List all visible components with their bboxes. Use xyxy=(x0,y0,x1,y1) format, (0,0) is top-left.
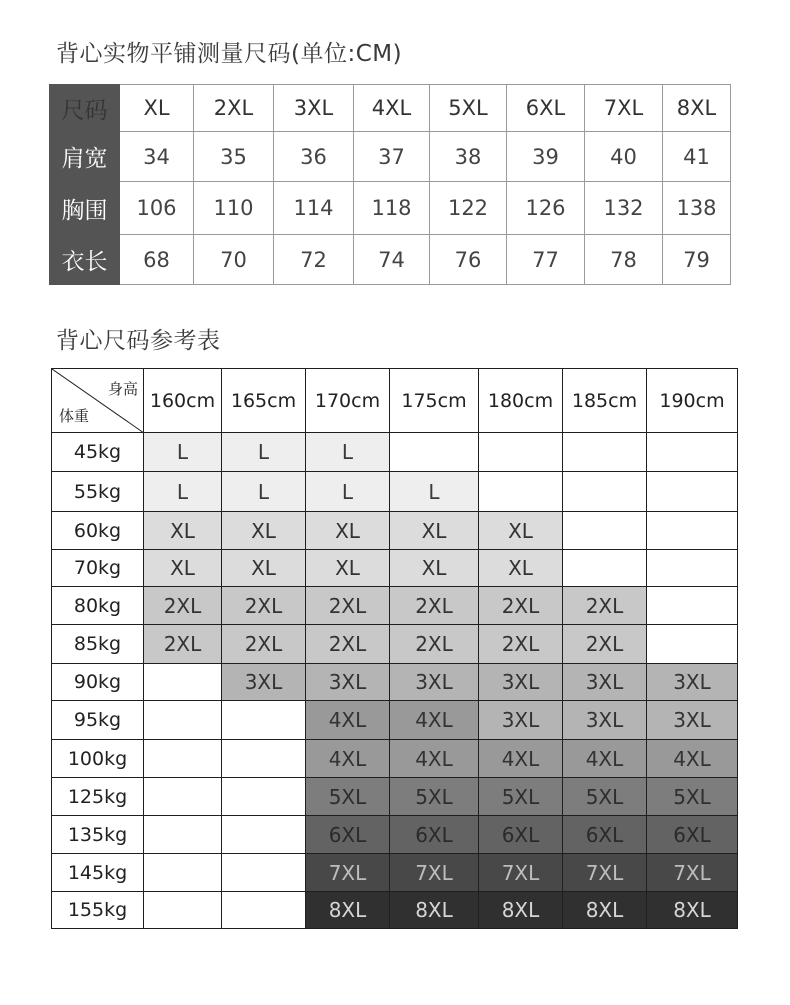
size-column-header: 3XL xyxy=(274,85,354,132)
empty-cell xyxy=(647,625,738,664)
empty-cell xyxy=(563,550,647,587)
weight-row xyxy=(52,550,738,587)
empty-cell xyxy=(144,816,222,854)
size-cell: 3XL xyxy=(306,664,390,701)
size-cell: 2XL xyxy=(222,625,306,664)
empty-cell xyxy=(144,740,222,778)
height-column-header: 165cm xyxy=(222,369,306,433)
size-cell: 5XL xyxy=(479,778,563,816)
measurement-value: 138 xyxy=(663,182,731,235)
size-cell: 7XL xyxy=(479,854,563,892)
empty-cell xyxy=(563,512,647,550)
empty-cell xyxy=(563,433,647,472)
measurement-value: 40 xyxy=(585,132,663,182)
height-header-row xyxy=(52,369,738,433)
empty-cell xyxy=(144,701,222,740)
weight-row xyxy=(52,854,738,892)
height-column-header: 185cm xyxy=(563,369,647,433)
size-cell: 3XL xyxy=(479,701,563,740)
measurement-row xyxy=(50,235,731,285)
empty-cell xyxy=(144,778,222,816)
size-cell: 2XL xyxy=(479,625,563,664)
weight-row xyxy=(52,892,738,929)
size-cell: 2XL xyxy=(563,587,647,625)
corner-cell xyxy=(52,369,144,433)
measurement-value: 106 xyxy=(120,182,194,235)
measurement-row xyxy=(50,182,731,235)
weight-label: 155kg xyxy=(52,892,144,929)
measurement-value: 78 xyxy=(585,235,663,285)
size-cell: 4XL xyxy=(563,740,647,778)
size-cell: 3XL xyxy=(479,664,563,701)
measurement-value: 35 xyxy=(194,132,274,182)
weight-label: 85kg xyxy=(52,625,144,664)
size-cell: 4XL xyxy=(306,701,390,740)
empty-cell xyxy=(390,433,479,472)
measurement-value: 110 xyxy=(194,182,274,235)
weight-label: 70kg xyxy=(52,550,144,587)
size-cell: L xyxy=(144,472,222,512)
corner-label-weight: 体重 xyxy=(59,407,90,425)
row-label: 衣长 xyxy=(50,235,120,285)
weight-row xyxy=(52,587,738,625)
size-cell: 6XL xyxy=(390,816,479,854)
corner-label-height: 身高 xyxy=(107,380,138,398)
measurement-value: 72 xyxy=(274,235,354,285)
size-cell: 6XL xyxy=(647,816,738,854)
size-cell: L xyxy=(222,433,306,472)
size-cell: XL xyxy=(306,512,390,550)
size-cell: 2XL xyxy=(390,625,479,664)
weight-label: 90kg xyxy=(52,664,144,701)
height-column-header: 170cm xyxy=(306,369,390,433)
size-cell: 2XL xyxy=(563,625,647,664)
measurement-value: 126 xyxy=(507,182,585,235)
size-cell: 5XL xyxy=(306,778,390,816)
empty-cell xyxy=(479,433,563,472)
measurement-value: 114 xyxy=(274,182,354,235)
measurement-value: 76 xyxy=(430,235,507,285)
size-cell: 6XL xyxy=(306,816,390,854)
measurement-value: 68 xyxy=(120,235,194,285)
weight-label: 145kg xyxy=(52,854,144,892)
weight-label: 95kg xyxy=(52,701,144,740)
empty-cell xyxy=(647,433,738,472)
weight-row xyxy=(52,740,738,778)
row-label-size: 尺码 xyxy=(50,85,120,132)
size-column-header: 5XL xyxy=(430,85,507,132)
empty-cell xyxy=(222,701,306,740)
size-cell: 4XL xyxy=(390,740,479,778)
measurement-value: 132 xyxy=(585,182,663,235)
size-cell: 5XL xyxy=(563,778,647,816)
row-label: 胸围 xyxy=(50,182,120,235)
measurement-value: 38 xyxy=(430,132,507,182)
size-cell: 2XL xyxy=(390,587,479,625)
size-column-header: XL xyxy=(120,85,194,132)
measurement-value: 39 xyxy=(507,132,585,182)
size-cell: 2XL xyxy=(306,625,390,664)
size-cell: 2XL xyxy=(144,625,222,664)
weight-label: 45kg xyxy=(52,433,144,472)
size-cell: 5XL xyxy=(390,778,479,816)
size-cell: 2XL xyxy=(222,587,306,625)
weight-label: 80kg xyxy=(52,587,144,625)
empty-cell xyxy=(647,472,738,512)
size-header-row xyxy=(50,85,731,132)
size-cell: XL xyxy=(390,512,479,550)
empty-cell xyxy=(222,740,306,778)
size-cell: 2XL xyxy=(479,587,563,625)
empty-cell xyxy=(222,778,306,816)
size-column-header: 6XL xyxy=(507,85,585,132)
size-cell: 6XL xyxy=(479,816,563,854)
size-cell: 4XL xyxy=(306,740,390,778)
size-cell: XL xyxy=(144,550,222,587)
empty-cell xyxy=(647,587,738,625)
size-cell: 4XL xyxy=(479,740,563,778)
weight-label: 60kg xyxy=(52,512,144,550)
size-cell: L xyxy=(306,433,390,472)
size-cell: 4XL xyxy=(647,740,738,778)
size-cell: 2XL xyxy=(306,587,390,625)
size-cell: 6XL xyxy=(563,816,647,854)
measurement-table xyxy=(49,84,731,285)
size-column-header: 2XL xyxy=(194,85,274,132)
size-cell: L xyxy=(144,433,222,472)
size-cell: 2XL xyxy=(144,587,222,625)
size-cell: 3XL xyxy=(647,701,738,740)
size-cell: 7XL xyxy=(390,854,479,892)
height-column-header: 175cm xyxy=(390,369,479,433)
weight-label: 100kg xyxy=(52,740,144,778)
empty-cell xyxy=(144,664,222,701)
measurement-value: 70 xyxy=(194,235,274,285)
size-cell: 7XL xyxy=(306,854,390,892)
weight-row xyxy=(52,625,738,664)
size-reference-table xyxy=(51,368,738,929)
empty-cell xyxy=(647,512,738,550)
size-cell: XL xyxy=(479,550,563,587)
empty-cell xyxy=(222,854,306,892)
measurement-value: 34 xyxy=(120,132,194,182)
weight-label: 55kg xyxy=(52,472,144,512)
weight-row xyxy=(52,778,738,816)
measure-title: 背心实物平铺测量尺码(单位:CM) xyxy=(56,41,403,67)
size-cell: 8XL xyxy=(647,892,738,929)
measurement-value: 118 xyxy=(354,182,430,235)
measurement-row xyxy=(50,132,731,182)
size-cell: 8XL xyxy=(390,892,479,929)
size-cell: L xyxy=(222,472,306,512)
empty-cell xyxy=(479,472,563,512)
empty-cell xyxy=(144,892,222,929)
weight-row xyxy=(52,664,738,701)
size-column-header: 7XL xyxy=(585,85,663,132)
size-cell: 3XL xyxy=(390,664,479,701)
measurement-value: 74 xyxy=(354,235,430,285)
size-cell: XL xyxy=(222,512,306,550)
size-cell: 3XL xyxy=(647,664,738,701)
size-cell: 8XL xyxy=(306,892,390,929)
weight-row xyxy=(52,512,738,550)
empty-cell xyxy=(563,472,647,512)
size-cell: 7XL xyxy=(563,854,647,892)
size-cell: 3XL xyxy=(563,701,647,740)
size-cell: XL xyxy=(390,550,479,587)
height-column-header: 180cm xyxy=(479,369,563,433)
size-cell: XL xyxy=(479,512,563,550)
size-cell: 4XL xyxy=(390,701,479,740)
size-cell: 8XL xyxy=(563,892,647,929)
row-label: 肩宽 xyxy=(50,132,120,182)
weight-label: 125kg xyxy=(52,778,144,816)
size-cell: 3XL xyxy=(563,664,647,701)
size-cell: 7XL xyxy=(647,854,738,892)
measurement-value: 37 xyxy=(354,132,430,182)
size-column-header: 4XL xyxy=(354,85,430,132)
height-column-header: 160cm xyxy=(144,369,222,433)
weight-row xyxy=(52,701,738,740)
weight-row xyxy=(52,816,738,854)
weight-label: 135kg xyxy=(52,816,144,854)
empty-cell xyxy=(222,816,306,854)
size-cell: 3XL xyxy=(222,664,306,701)
size-cell: XL xyxy=(222,550,306,587)
empty-cell xyxy=(222,892,306,929)
reference-title: 背心尺码参考表 xyxy=(56,328,221,354)
size-cell: XL xyxy=(144,512,222,550)
measurement-value: 77 xyxy=(507,235,585,285)
size-column-header: 8XL xyxy=(663,85,731,132)
size-cell: L xyxy=(306,472,390,512)
measurement-value: 122 xyxy=(430,182,507,235)
size-cell: 8XL xyxy=(479,892,563,929)
size-cell: L xyxy=(390,472,479,512)
size-cell: 5XL xyxy=(647,778,738,816)
measurement-value: 41 xyxy=(663,132,731,182)
empty-cell xyxy=(144,854,222,892)
weight-row xyxy=(52,472,738,512)
height-column-header: 190cm xyxy=(647,369,738,433)
measurement-value: 79 xyxy=(663,235,731,285)
weight-row xyxy=(52,433,738,472)
empty-cell xyxy=(647,550,738,587)
size-cell: XL xyxy=(306,550,390,587)
measurement-value: 36 xyxy=(274,132,354,182)
